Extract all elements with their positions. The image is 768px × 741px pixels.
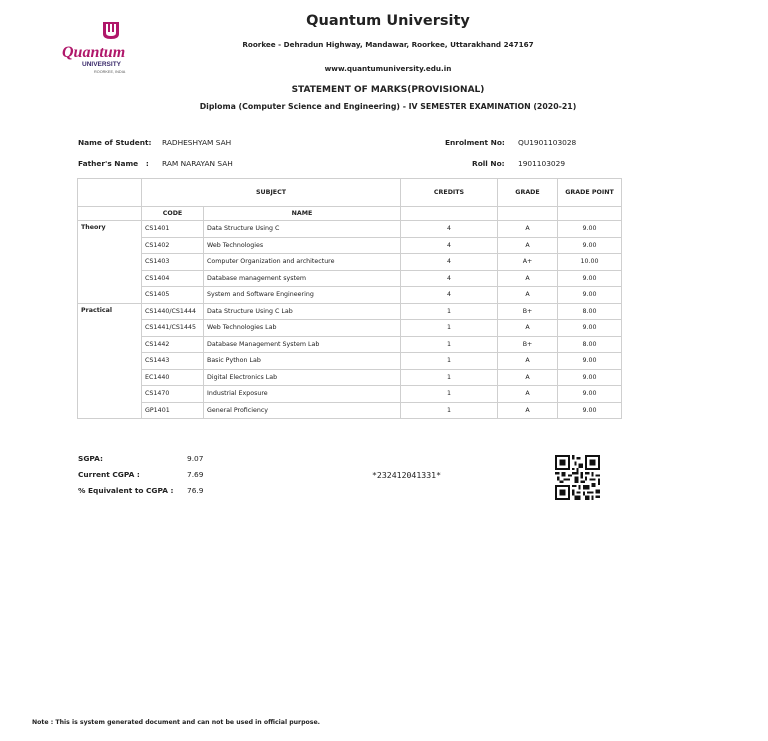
- logo-place: ROORKEE, INDIA: [94, 70, 126, 74]
- subject-grade: A: [498, 320, 558, 337]
- subject-code: CS1442: [142, 336, 204, 353]
- logo-text: Quantum: [62, 44, 126, 61]
- enrolment-number: QU1901103028: [518, 138, 577, 147]
- subject-name: Web Technologies Lab: [204, 320, 401, 337]
- subject-name: System and Software Engineering: [204, 287, 401, 304]
- header-credits: CREDITS: [401, 179, 498, 207]
- table-header-row: [78, 179, 622, 207]
- table-row: [78, 386, 622, 403]
- percentage-label: % Equivalent to CGPA :: [78, 486, 174, 495]
- subject-code: CS1401: [142, 221, 204, 238]
- header-grade-point: GRADE POINT: [558, 179, 622, 207]
- marks-table: [77, 178, 622, 419]
- subject-grade-point: 8.00: [558, 336, 622, 353]
- subject-credits: 1: [401, 386, 498, 403]
- roll-number: 1901103029: [518, 159, 566, 168]
- subject-code: CS1404: [142, 270, 204, 287]
- subject-name: Database management system: [204, 270, 401, 287]
- logo-subtext: UNIVERSITY: [82, 61, 122, 68]
- table-row: [78, 237, 622, 254]
- cgpa-label: Current CGPA :: [78, 470, 140, 479]
- subject-name: Digital Electronics Lab: [204, 369, 401, 386]
- header-blank: [78, 179, 142, 207]
- subject-code: CS1470: [142, 386, 204, 403]
- subject-grade-point: 9.00: [558, 386, 622, 403]
- header-subject: SUBJECT: [142, 179, 401, 207]
- theory-category-label: Theory: [78, 221, 142, 304]
- subject-code: CS1402: [142, 237, 204, 254]
- subheader-blank-credits: [401, 207, 498, 221]
- table-row: [78, 320, 622, 337]
- sgpa-label: SGPA:: [78, 454, 103, 463]
- student-name-label: Name of Student:: [78, 138, 152, 147]
- father-name-label: Father's Name :: [78, 159, 149, 168]
- subject-name: General Proficiency: [204, 402, 401, 419]
- statement-title: STATEMENT OF MARKS(PROVISIONAL): [291, 85, 485, 95]
- table-row: [78, 270, 622, 287]
- subject-credits: 4: [401, 254, 498, 271]
- subject-grade: A+: [498, 254, 558, 271]
- subject-credits: 4: [401, 221, 498, 238]
- subject-credits: 1: [401, 320, 498, 337]
- qr-code-icon: [555, 455, 600, 500]
- header-code: CODE: [142, 207, 204, 221]
- header-grade: GRADE: [498, 179, 558, 207]
- subject-code: CS1403: [142, 254, 204, 271]
- university-name: Quantum University: [306, 13, 470, 29]
- subject-code: GP1401: [142, 402, 204, 419]
- table-subheader-row: [78, 207, 622, 221]
- subheader-blank-gp: [558, 207, 622, 221]
- subject-grade: A: [498, 270, 558, 287]
- table-row: [78, 254, 622, 271]
- subject-name: Data Structure Using C Lab: [204, 303, 401, 320]
- subject-grade: A: [498, 402, 558, 419]
- exam-title: Diploma (Computer Science and Engineering) - IV SEMESTER EXAMINATION (2020-21): [199, 102, 577, 111]
- table-row: [78, 402, 622, 419]
- subject-grade: A: [498, 369, 558, 386]
- subject-credits: 1: [401, 353, 498, 370]
- table-row: [78, 287, 622, 304]
- student-name: RADHESHYAM SAH: [162, 138, 232, 147]
- cgpa-value: 7.69: [187, 470, 204, 479]
- footer-note: Note : This is system generated document and can not be used in official purpose.: [32, 719, 321, 726]
- table-row: [78, 336, 622, 353]
- subject-credits: 4: [401, 270, 498, 287]
- sgpa-value: 9.07: [187, 454, 204, 463]
- enrolment-label: Enrolment No:: [445, 138, 505, 147]
- percentage-value: 76.9: [187, 486, 204, 495]
- subject-credits: 4: [401, 237, 498, 254]
- roll-label: Roll No:: [472, 159, 505, 168]
- subject-grade-point: 9.00: [558, 402, 622, 419]
- subject-code: EC1440: [142, 369, 204, 386]
- subject-grade: B+: [498, 303, 558, 320]
- subject-grade-point: 9.00: [558, 320, 622, 337]
- university-website[interactable]: www.quantumuniversity.edu.in: [324, 64, 452, 73]
- subject-code: CS1405: [142, 287, 204, 304]
- subject-grade: B+: [498, 336, 558, 353]
- subject-grade-point: 9.00: [558, 237, 622, 254]
- subject-code: CS1441/CS1445: [142, 320, 204, 337]
- subject-grade: A: [498, 287, 558, 304]
- subject-grade: A: [498, 237, 558, 254]
- barcode-number: *232412041331*: [372, 470, 442, 480]
- table-row: [78, 303, 622, 320]
- subject-credits: 1: [401, 303, 498, 320]
- subject-grade-point: 10.00: [558, 254, 622, 271]
- table-row: [78, 221, 622, 238]
- practical-category-label: Practical: [78, 303, 142, 419]
- subject-name: Computer Organization and architecture: [204, 254, 401, 271]
- subject-credits: 1: [401, 336, 498, 353]
- father-name: RAM NARAYAN SAH: [162, 159, 233, 168]
- subject-credits: 1: [401, 402, 498, 419]
- subject-grade-point: 9.00: [558, 270, 622, 287]
- subject-grade: A: [498, 221, 558, 238]
- subject-grade-point: 9.00: [558, 353, 622, 370]
- university-address: Roorkee - Dehradun Highway, Mandawar, Roorkee, Uttarakhand 247167: [242, 40, 534, 49]
- table-row: [78, 353, 622, 370]
- subject-name: Web Technologies: [204, 237, 401, 254]
- subheader-blank: [78, 207, 142, 221]
- header-name: NAME: [204, 207, 401, 221]
- subject-code: CS1443: [142, 353, 204, 370]
- subject-code: CS1440/CS1444: [142, 303, 204, 320]
- subject-grade-point: 9.00: [558, 369, 622, 386]
- subject-name: Database Management System Lab: [204, 336, 401, 353]
- subject-name: Industrial Exposure: [204, 386, 401, 403]
- table-row: [78, 369, 622, 386]
- subject-credits: 4: [401, 287, 498, 304]
- subheader-blank-grade: [498, 207, 558, 221]
- subject-grade-point: 8.00: [558, 303, 622, 320]
- subject-grade: A: [498, 353, 558, 370]
- subject-grade-point: 9.00: [558, 287, 622, 304]
- subject-grade: A: [498, 386, 558, 403]
- subject-name: Data Structure Using C: [204, 221, 401, 238]
- subject-grade-point: 9.00: [558, 221, 622, 238]
- subject-credits: 1: [401, 369, 498, 386]
- subject-name: Basic Python Lab: [204, 353, 401, 370]
